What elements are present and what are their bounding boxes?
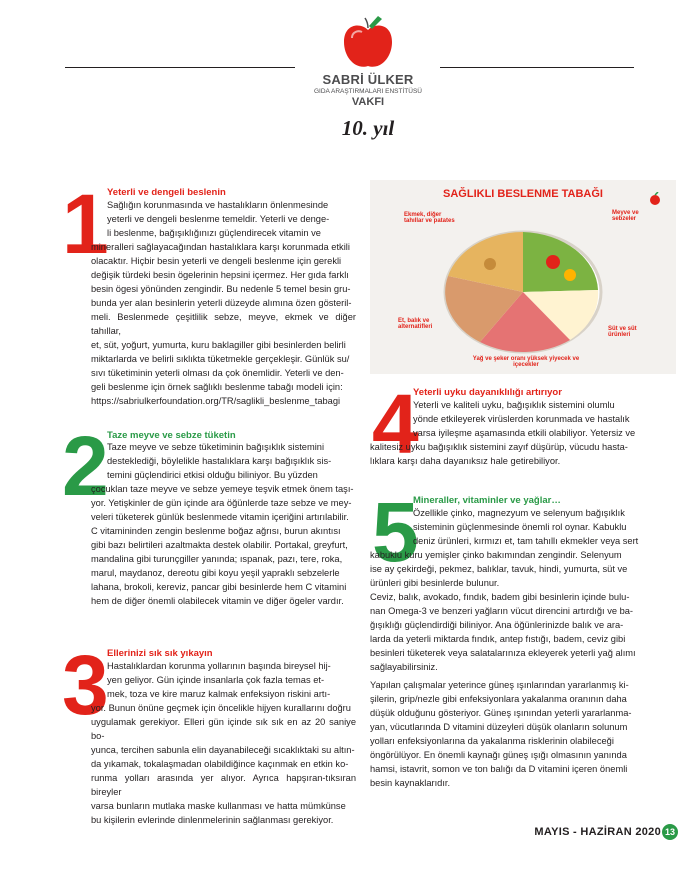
text-line: yor. Bunun önüne geçmek için öncelikle hijyen kurallarını doğru xyxy=(91,703,351,713)
text-line: şilerin, grip/nezle gibi enfeksiyonlara yakalanma oranının daha xyxy=(370,694,627,704)
plate-label-protein: Et, balık ve alternatifleri xyxy=(398,318,433,330)
plate-title: SAĞLIKLI BESLENME TABAĞI xyxy=(443,188,603,200)
text-line: düşük olduğunu gösteriyor. Güneş ışınından yeterli yararlanma- xyxy=(370,708,632,718)
text-line: yunca, tercihen sabunla elin dayanabileceği sıcaklıktaki su altın- xyxy=(91,745,355,755)
plate-label-fruit-veg: Meyve ve sebzeler xyxy=(612,210,639,222)
healthy-plate-illustration xyxy=(370,180,676,374)
section-body-5 xyxy=(370,506,666,790)
text-line: kalitesiz uyku bağışıklık sistemini zayıf düşürüp, vücudu hasta- xyxy=(370,442,628,452)
text-line: sıvı tüketiminin yeterli olması da çok önemlidir. Yeterli ve den- xyxy=(91,368,344,378)
text-line: geli beslenme için örnek sağlıklı beslenme tabağı modeli için: xyxy=(91,382,343,392)
text-line: deniz ürünleri, kırmızı et, tam tahıllı ekmekler veya sert xyxy=(413,536,639,546)
text-line: lahana, brokoli, kereviz, pancar gibi besinlerde hem C vitamini xyxy=(91,582,347,592)
mini-logo-icon xyxy=(648,192,662,206)
brand-name: SABRİ ÜLKER xyxy=(322,72,414,87)
text-line: mineralleri sağlayacağından hastalıklara karşı korunmada etkili xyxy=(91,242,350,252)
text-line: mek, toza ve kire maruz kalmak enfeksiyon riskini artı- xyxy=(107,689,331,699)
section-title-1: Yeterli ve dengeli beslenin xyxy=(107,187,226,198)
text-line: da yıkamak, tokalaşmadan olabildiğince kaçınmak en etkin ko- xyxy=(91,759,349,769)
text-line: gibi bazı belirtileri azaltmakta destek olabilir. Portakal, greyfurt, xyxy=(91,540,348,550)
text-line: besin ögesi yönünden zengindir. Bu nedenle 5 temel besin gru- xyxy=(91,284,351,294)
foundation-logo xyxy=(298,16,438,156)
text-line: mandalina gibi turunçgiller yanında; ıspanak, pazı, tere, roka, xyxy=(91,554,343,564)
text-line: https://sabriulkerfoundation.org/TR/saglikli_beslenme_tabagi xyxy=(91,396,341,406)
text-line: Yeterli ve kaliteli uyku, bağışıklık sistemini olumlu xyxy=(413,400,615,410)
section-number-3: 3 xyxy=(62,638,109,732)
text-line: veleri tüketerek günlük beslenmede vitamin içeriğini artırılabilir. xyxy=(91,512,349,522)
text-line: ise ay çekirdeği, pekmez, balıklar, tavuk, hindi, yumurta, süt ve xyxy=(370,564,628,574)
section-body-2 xyxy=(91,440,356,608)
text-line: hamsi, istavrit, somon ve ton balığı da D vitamini içeren önemli xyxy=(370,764,628,774)
text-line: Özellikle çinko, magnezyum ve selenyum bağışıklık xyxy=(413,508,625,518)
text-line: besin kaynaklarıdır. xyxy=(370,778,451,788)
section-number-2: 2 xyxy=(62,419,109,513)
plate-label-fat-sugar: Yağ ve şeker oranı yüksek yiyecek ve içecekler xyxy=(472,356,580,368)
section-title-4: Yeterli uyku dayanıklılığı artırıyor xyxy=(413,387,562,398)
text-line: Sağlığın korunmasında ve hastalıkların önlenmesinde xyxy=(107,200,329,210)
text-line: hem de diğer önemli olabilecek vitamin ve diğer ögeler vardır. xyxy=(91,596,344,606)
header-rule-right xyxy=(440,67,634,68)
section-number-1: 1 xyxy=(62,177,109,271)
text-line: kabuklu kuru yemişler çinko bakımından zengindir. Selenyum xyxy=(370,550,622,560)
text-line: varsa iyileşme aşamasında etkili olabiliyor. Yetersiz ve xyxy=(413,428,636,438)
header-rule-left xyxy=(65,67,295,68)
section-title-2: Taze meyve ve sebze tüketin xyxy=(107,430,236,441)
text-line: li beslenme, bağışıklığınızı güçlendirecek vitamin ve xyxy=(107,228,321,238)
text-line: C vitamininden zengin beslenme boğaz ağrısı, burun akıntısı xyxy=(91,526,341,536)
section-body-4 xyxy=(370,398,666,468)
text-line: desteklediği, böylelikle hastalıklara karşı bağışıklık sis- xyxy=(107,456,332,466)
section-number-4: 4 xyxy=(372,377,419,471)
text-line: nan Omega-3 ve benzeri yağların vücut direncini artırdığı ve ba- xyxy=(370,606,634,616)
text-line: ğışıklığı güçlendirdiği biliniyor. Ana öğünlerinizde balık ve ara- xyxy=(370,620,624,630)
text-line: ürünleri gibi besinlerde bulunur. xyxy=(370,578,500,588)
text-line: larda da yeterli miktarda fındık, antep fıstığı, badem, ceviz gibi xyxy=(370,634,626,644)
plate-label-grains: Ekmek, diğer tahıllar ve patates xyxy=(404,212,455,224)
text-line: yolları enfeksiyonlarına da yakalanma risklerinin olabileceği xyxy=(370,736,614,746)
text-line: olacaktır. Hiçbir besin yeterli ve dengeli beslenme için gerekli xyxy=(91,256,342,266)
text-line: değişik türdeki besin ögelerinin hepsini içermez. Her gıda farklı xyxy=(91,270,349,280)
text-line: sisteminin güçlenmesinde önemli rol oynar. Kabuklu xyxy=(413,522,627,532)
text-line: Ceviz, balık, avokado, fındık, badem gibi besinlerin içinde bulu- xyxy=(370,592,630,602)
section-title-5: Mineraller, vitaminler ve yağlar… xyxy=(413,495,561,506)
text-line: sağlayabilirsiniz. xyxy=(370,662,438,672)
text-line: yor. Yetişkinler de gün içinde ara öğünlerde taze sebze ve mey- xyxy=(91,498,352,508)
page-number: 13 xyxy=(662,824,678,840)
section-body-3 xyxy=(91,659,356,827)
text-line: marul, maydanoz, dereotu gibi koyu yeşil yapraklı sebzelerle xyxy=(91,568,340,578)
text-line: yeterli ve dengeli beslenme temeldir. Yeterli ve denge- xyxy=(107,214,330,224)
issue-label: MAYIS - HAZİRAN 2020 xyxy=(534,826,661,838)
text-line: uygulamak gerekiyor. Elleri gün içinde sık sık en az 20 saniye bo- xyxy=(91,717,356,741)
text-line: temini güçlendirici etkisi olduğu biliniyor. Bu yüzden xyxy=(107,470,318,480)
text-line: lıklara karşı daha dayanıksız hale getirebiliyor. xyxy=(370,456,561,466)
text-line: bu kişilerin evlerinde dinlenmelerinin sağlanması gerekiyor. xyxy=(91,815,334,825)
section-title-3: Ellerinizi sık sık yıkayın xyxy=(107,648,213,659)
text-line: Hastalıklardan korunma yollarının başında bireysel hij- xyxy=(107,661,331,671)
text-line: öngörülüyor. En önemli kaynağı güneş ışığı olmasının yanında xyxy=(370,750,627,760)
text-line: runma yolları arasında yer alıyor. Ayrıca hapşıran-tıksıran bireyler xyxy=(91,773,356,797)
text-line: Taze meyve ve sebze tüketiminin bağışıklık sistemini xyxy=(107,442,325,452)
text-line: yen geliyor. Gün içinde insanlarla çok fazla temas et- xyxy=(107,675,325,685)
text-line: et, süt, yoğurt, yumurta, kuru baklagiller gibi besinlerden belirli xyxy=(91,340,346,350)
text-line: meli. Beslenmede çeşitlilik sebze, meyve, ekmek ve diğer tahıllar, xyxy=(91,312,356,336)
text-line: çocuklan taze meyve ve sebze yemeye teşvik etmek önem taşı- xyxy=(91,484,354,494)
anniversary-mark: 10. yıl xyxy=(341,116,395,140)
plate-label-dairy: Süt ve süt ürünleri xyxy=(608,326,637,338)
text-line: yan, vücutlarında D vitamini düzeyleri düşük olanların solunum xyxy=(370,722,628,732)
text-line: Yapılan çalışmalar yeterince güneş ışınlarından yararlanmış ki- xyxy=(370,680,629,690)
apple-logo-icon xyxy=(338,16,398,72)
text-line: varsa bunların mutlaka maske kullanması ve hatta mümkünse xyxy=(91,801,346,811)
brand-subtitle: GIDA ARAŞTIRMALARI ENSTİTÜSÜ xyxy=(314,88,422,95)
section-body-1 xyxy=(91,198,356,408)
brand-vakfi: VAKFI xyxy=(351,96,385,108)
section-number-5: 5 xyxy=(372,485,419,579)
text-line: bunda yer alan besinlerin yeterli düzeyde alımına özen gösteril- xyxy=(91,298,352,308)
text-line: yönde etkileyerek virüslerden korunmada ve hastalık xyxy=(413,414,630,424)
text-line: miktarlarda ve belirli sıklıkta tüketmekle gerçekleşir. Günlük su/ xyxy=(91,354,350,364)
text-line: besinleri tüketerek veya salatalarınıza ekleyerek yeterli yağ alımı xyxy=(370,648,636,658)
